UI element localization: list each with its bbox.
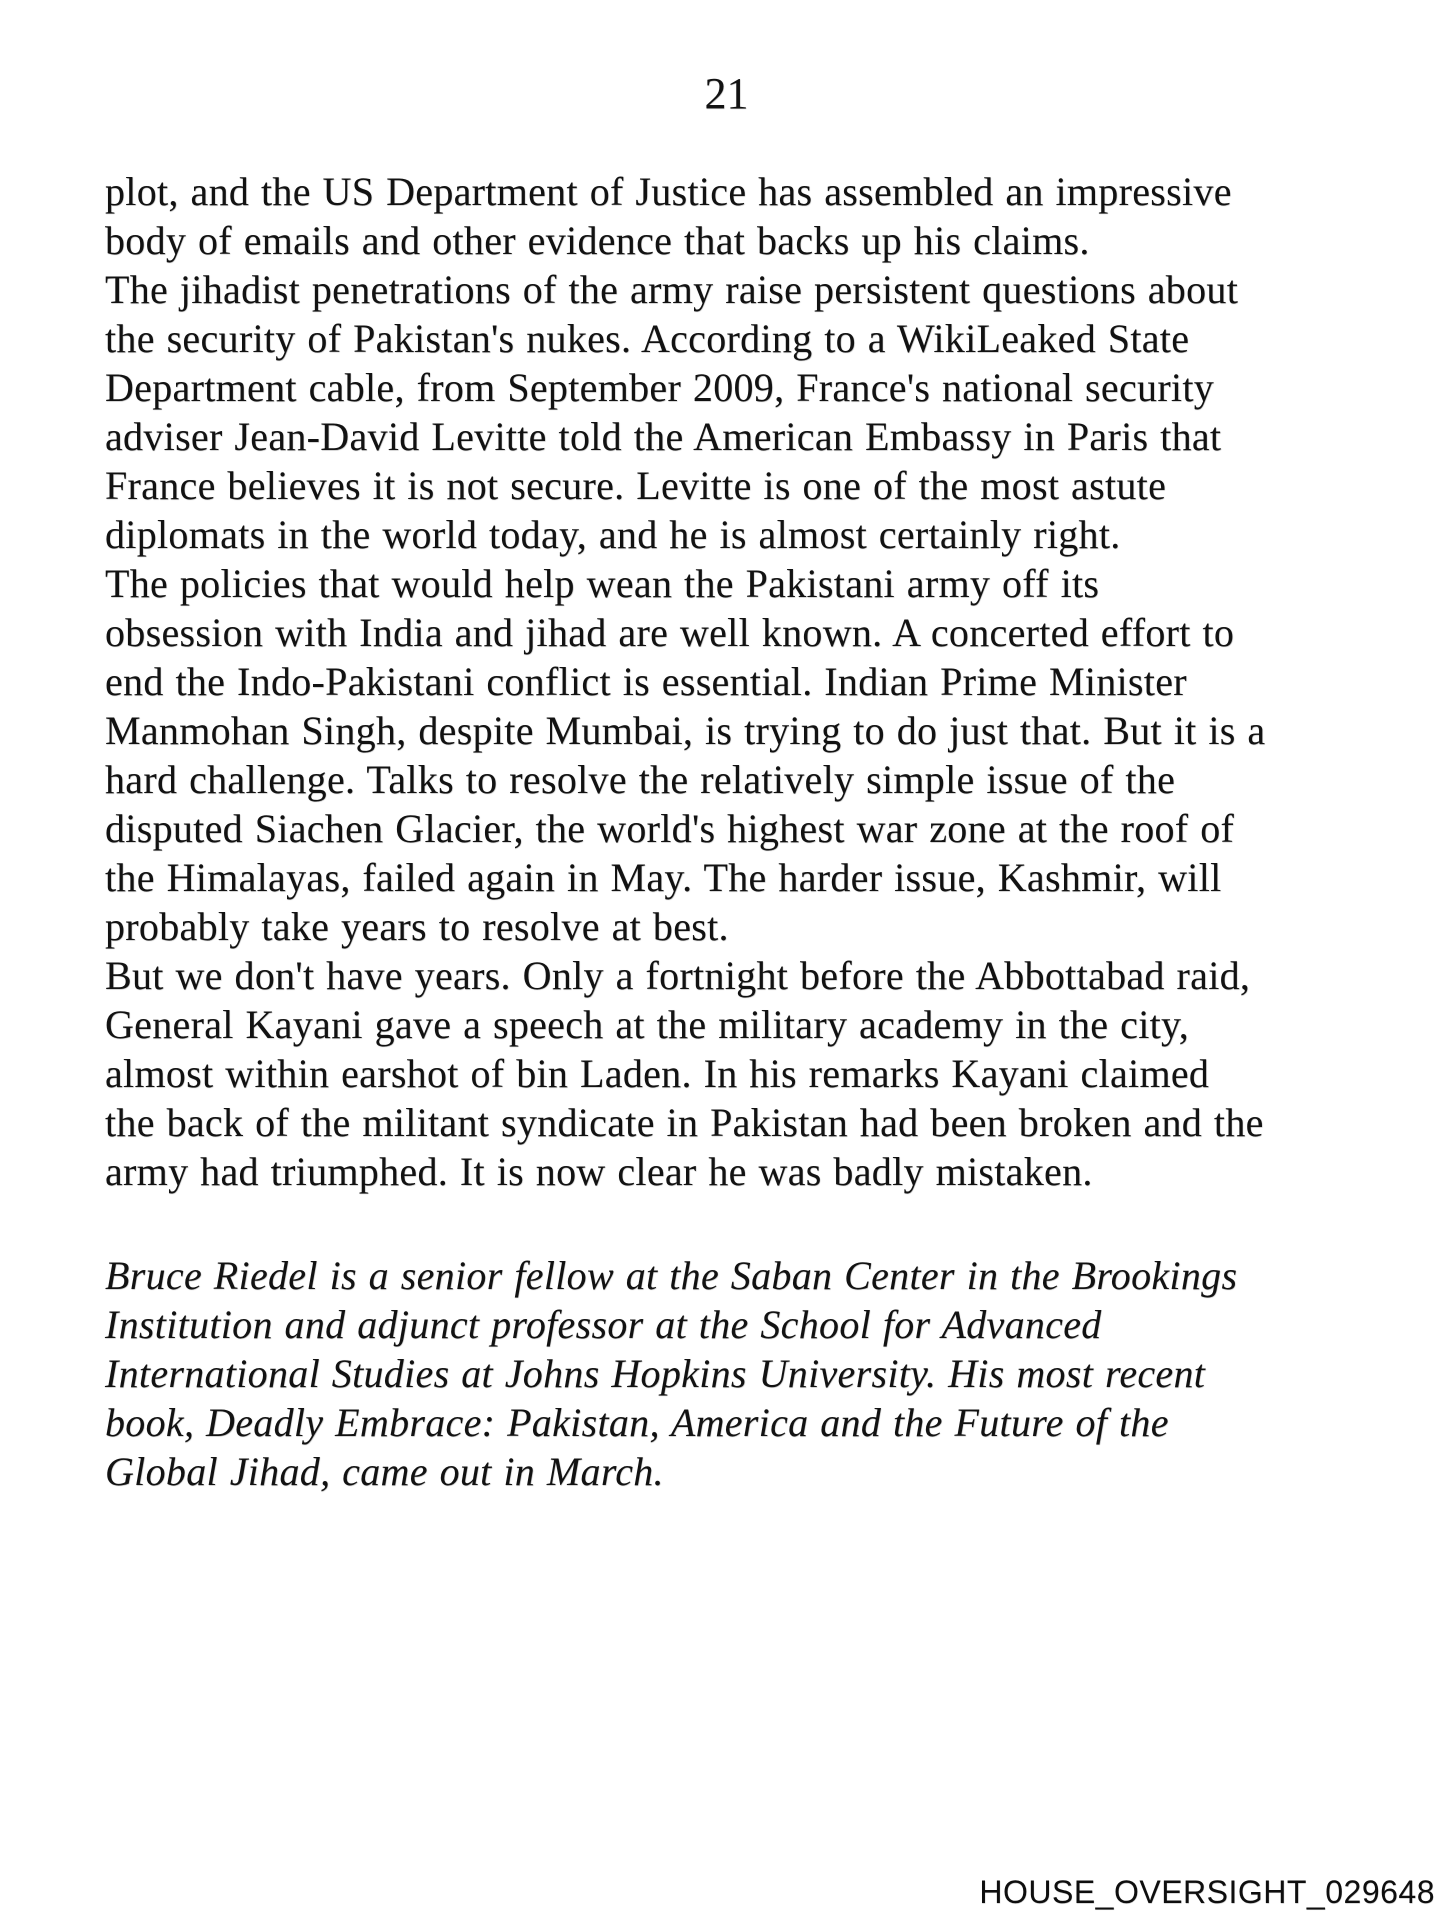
text-line: end the Indo-Pakistani conflict is essential. Indian Prime Minister xyxy=(105,659,1187,704)
text-line: But we don't have years. Only a fortnight before the Abbottabad raid, xyxy=(105,953,1251,998)
bio-text-line: Bruce Riedel is a senior fellow at the Saban Center in the Brookings xyxy=(105,1253,1238,1298)
text-line: probably take years to resolve at best. xyxy=(105,904,729,949)
text-line: the security of Pakistan's nukes. According to a WikiLeaked State xyxy=(105,316,1190,361)
text-line: Manmohan Singh, despite Mumbai, is trying to do just that. But it is a xyxy=(105,708,1266,753)
text-line: hard challenge. Talks to resolve the relatively simple issue of the xyxy=(105,757,1176,802)
text-line: adviser Jean-David Levitte told the American Embassy in Paris that xyxy=(105,414,1222,459)
page-number: 21 xyxy=(704,69,749,118)
main-paragraphs xyxy=(105,167,1375,1196)
text-line: The policies that would help wean the Pakistani army off its xyxy=(105,561,1100,606)
text-line: General Kayani gave a speech at the military academy in the city, xyxy=(105,1002,1190,1047)
text-line: army had triumphed. It is now clear he was badly mistaken. xyxy=(105,1149,1093,1194)
text-line: the Himalayas, failed again in May. The harder issue, Kashmir, will xyxy=(105,855,1222,900)
text-line: obsession with India and jihad are well known. A concerted effort to xyxy=(105,610,1235,655)
bio-text-line: book, Deadly Embrace: Pakistan, America and the Future of the xyxy=(105,1400,1169,1445)
text-line: France believes it is not secure. Levitte is one of the most astute xyxy=(105,463,1167,508)
text-line: plot, and the US Department of Justice has assembled an impressive xyxy=(105,169,1232,214)
text-line: The jihadist penetrations of the army raise persistent questions about xyxy=(105,267,1239,312)
bates-number: HOUSE_OVERSIGHT_029648 xyxy=(979,1874,1435,1910)
bio-text-line: International Studies at Johns Hopkins University. His most recent xyxy=(105,1351,1206,1396)
text-line: the back of the militant syndicate in Pakistan had been broken and the xyxy=(105,1100,1264,1145)
text-line: diplomats in the world today, and he is almost certainly right. xyxy=(105,512,1121,557)
text-line: almost within earshot of bin Laden. In his remarks Kayani claimed xyxy=(105,1051,1210,1096)
author-bio xyxy=(105,1251,1375,1496)
text-line: Department cable, from September 2009, France's national security xyxy=(105,365,1215,410)
bio-text-line: Institution and adjunct professor at the School for Advanced xyxy=(105,1302,1102,1347)
text-line: disputed Siachen Glacier, the world's highest war zone at the roof of xyxy=(105,806,1235,851)
bio-text-line: Global Jihad, came out in March. xyxy=(105,1449,664,1494)
text-line: body of emails and other evidence that backs up his claims. xyxy=(105,218,1090,263)
body-text xyxy=(105,167,1375,1496)
